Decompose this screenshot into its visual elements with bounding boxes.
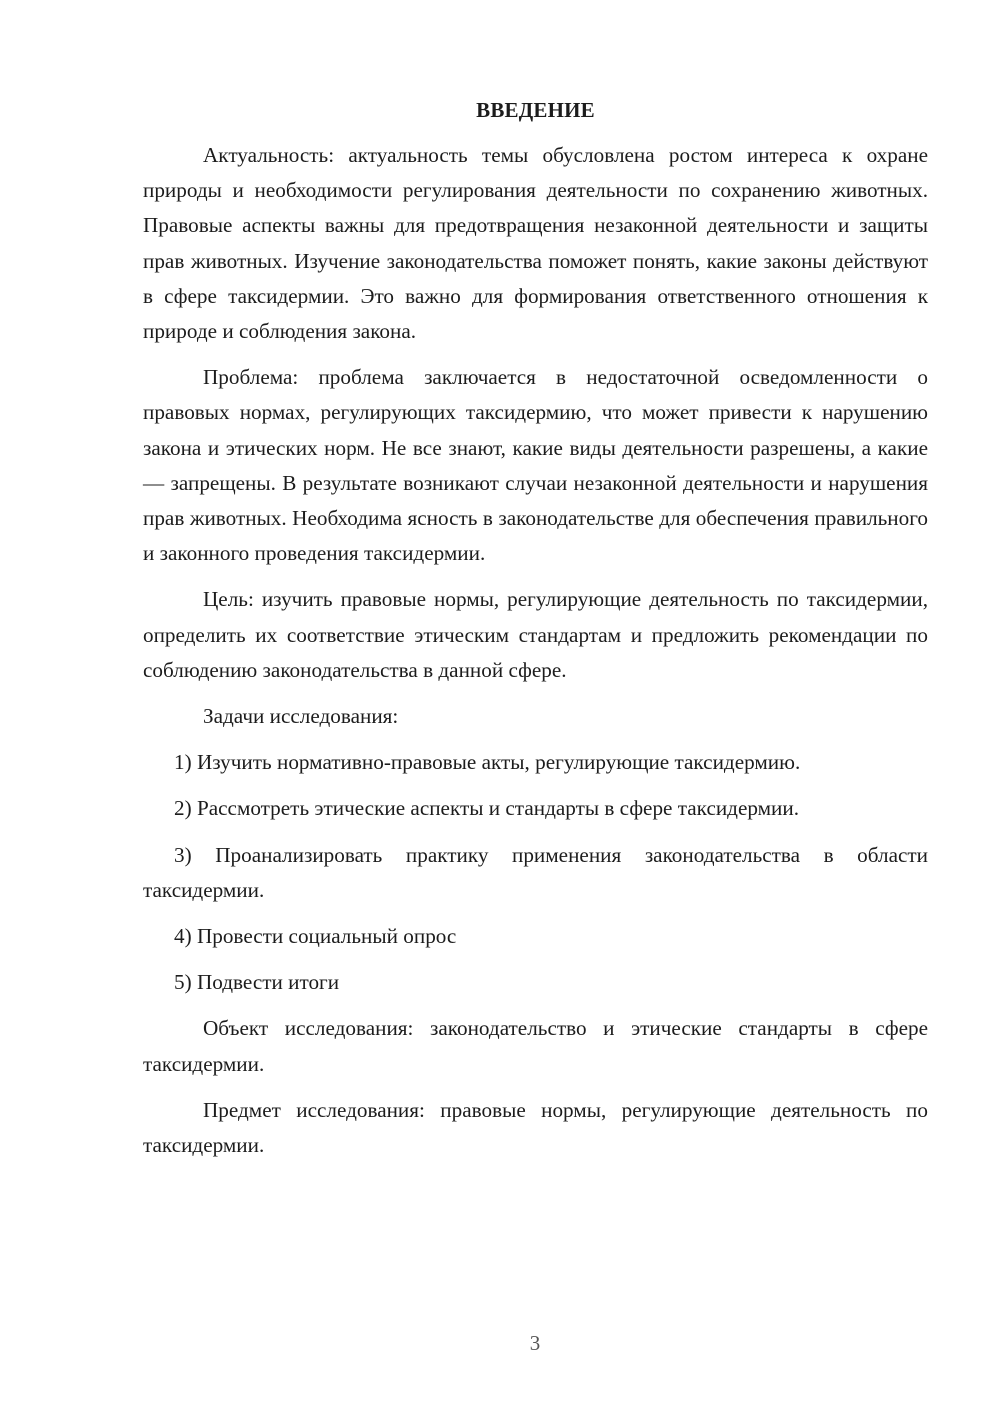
page-number: 3 xyxy=(529,1331,541,1355)
task-item: 2) Рассмотреть этические аспекты и стандарты в сфере таксидермии. xyxy=(174,796,800,821)
goal-paragraph: Цель: изучить правовые нормы, регулирующие деятельность по таксидермии, определить их соответствие этическим стандартам и предложить рекомендации по соблюдению законодательства в данной сфере. xyxy=(143,587,928,682)
task-item: 1) Изучить нормативно-правовые акты, регулирующие таксидермию. xyxy=(174,750,801,775)
subject-paragraph: Предмет исследования: правовые нормы, регулирующие деятельность по таксидермии. xyxy=(143,1097,928,1158)
document-page xyxy=(143,92,928,1163)
task-item: 5) Подвести итоги xyxy=(174,970,340,995)
object-paragraph: Объект исследования: законодательство и этические стандарты в сфере таксидермии. xyxy=(143,1016,928,1076)
task-item: 3) Проанализировать практику применения законодательства в области таксидермии. xyxy=(143,842,928,902)
task-item: 4) Провести социальный опрос xyxy=(174,924,457,949)
relevance-paragraph: Актуальность: актуальность темы обусловлена ростом интереса к охране природы и необходимости регулирования деятельности по сохранению животных. Правовые аспекты важны для предотвращения незаконной деятельности и защиты прав животных. Изучение законодательства поможет понять, какие законы действуют в сфере таксидермии. Это важно для формирования ответственного отношения к природе и соблюдения закона. xyxy=(143,143,928,344)
page-title: ВВЕДЕНИЕ xyxy=(476,98,595,122)
tasks-title: Задачи исследования: xyxy=(203,704,399,729)
problem-paragraph: Проблема: проблема заключается в недостаточной осведомленности о правовых нормах, регулирующих таксидермию, что может привести к нарушению закона и этических норм. Не все знают, какие виды деятельности разрешены, а какие — запрещены. В результате возникают случаи незаконной деятельности и нарушения прав животных. Необходима ясность в законодательстве для обеспечения правильного и законного проведения таксидермии. xyxy=(143,365,928,566)
